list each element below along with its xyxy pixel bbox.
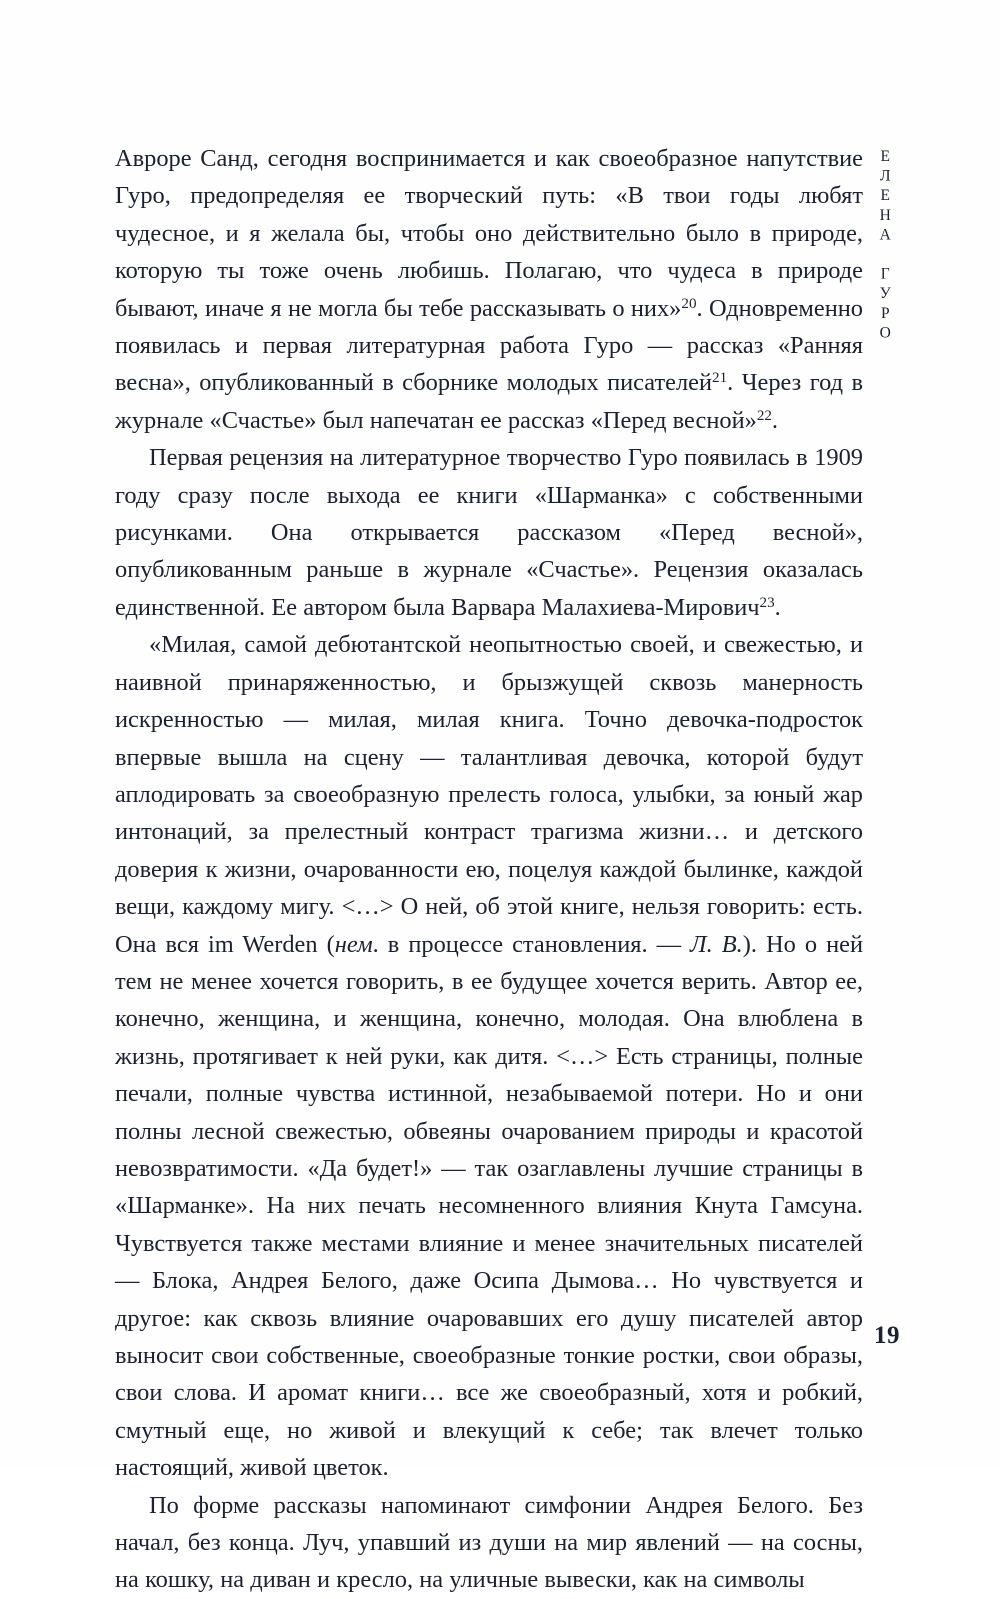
paragraph: Авроре Санд, сегодня воспринимается и как своеобразное напутствие Гуро, предопределяя ее творческий путь: «В твои годы любят чудесное, и я желала бы, чтобы оно действительно было в природе, которую ты тоже очень любишь. Полагаю, что чудеса в природе бывают, иначе я не могла бы тебе рассказывать о них»$^{20}$. Одновременно появилась и первая литературная работа Гуро — рассказ «Ранняя весна», опубликованный в сборнике молодых писателей$^{21}$. Через год в журнале «Счастье» был напечатан ее рассказ «Перед весной»$^{22}$.	[115, 145, 864, 434]
running-head-label: ЕЛЕНА ГУРО	[876, 148, 894, 344]
body-text-block	[115, 140, 863, 1599]
footnote-marker[interactable]: 21	[712, 370, 728, 387]
footnote-marker[interactable]: 22	[756, 407, 772, 424]
italic-text: нем	[334, 930, 373, 958]
paragraph: Первая рецензия на литературное творчество Гуро появилась в 1909 году сразу после выхода ее книги «Шарманка» с собственными рисунками. Она открывается рассказом «Перед весной», опубликованным раньше в журнале «Счастье». Рецензия оказалась единственной. Ее автором была Варвара Малахиева-Мирович$^{23}$.	[115, 444, 863, 621]
running-head	[869, 148, 901, 348]
footnote-marker[interactable]: 20	[681, 295, 697, 312]
italic-text: Л. В.	[690, 930, 743, 958]
footnote-marker[interactable]: 23	[759, 595, 775, 612]
paragraph: «Милая, самой дебютантской неопытностью своей, и свежестью, и наивной принаряженностью, и брызжущей сквозь манерность искренностью — милая, милая книга. Точно девочка-подросток впервые вышла на сцену — талантливая девочка, которой будут аплодировать за своеобразную прелесть голоса, улыбки, за юный жар интонаций, за прелестный контраст трагизма жизни… и детского доверия к жизни, очарованности ею, поцелуя каждой былинке, каждой вещи, каждому мигу. <…> О ней, об этой книге, нельзя говорить: есть. Она вся im Werden (нем. в процессе становления. — Л. В.). Но о ней тем не менее хочется говорить, в ее будущее хочется верить. Автор ее, конечно, женщина, и женщина, конечно, молодая. Она влюблена в жизнь, протягивает к ней руки, как дитя. <…> Есть страницы, полные печали, полные чувства истинной, незабываемой потери. Но и они полны лесной свежестью, обвеяны очарованием природы и красотой невозвратимости. «Да будет!» — так озаглавлены лучшие страницы в «Шарманке». На них печать несомненного влияния Кнута Гамсуна. Чувствуется также местами влияние и менее значительных писателей — Блока, Андрея Белого, даже Осипа Дымова… Но чувствуется и другое: как сквозь влияние очаровавших его душу писателей автор выносит свои собственные, своеобразные тонкие ростки, свои образы, свои слова. И аромат книги… все же своеобразный, хотя и робкий, смутный еще, но живой и влекущий к себе; так влечет только настоящий, живой цветок.	[115, 631, 864, 1482]
paragraph: По форме рассказы напоминают симфонии Андрея Белого. Без начал, без конца. Луч, упавший из души на мир явлений — на сосны, на кошку, на диван и кресло, на уличные вывески, как на символы	[115, 1491, 863, 1594]
page-number: 19	[874, 1322, 900, 1349]
